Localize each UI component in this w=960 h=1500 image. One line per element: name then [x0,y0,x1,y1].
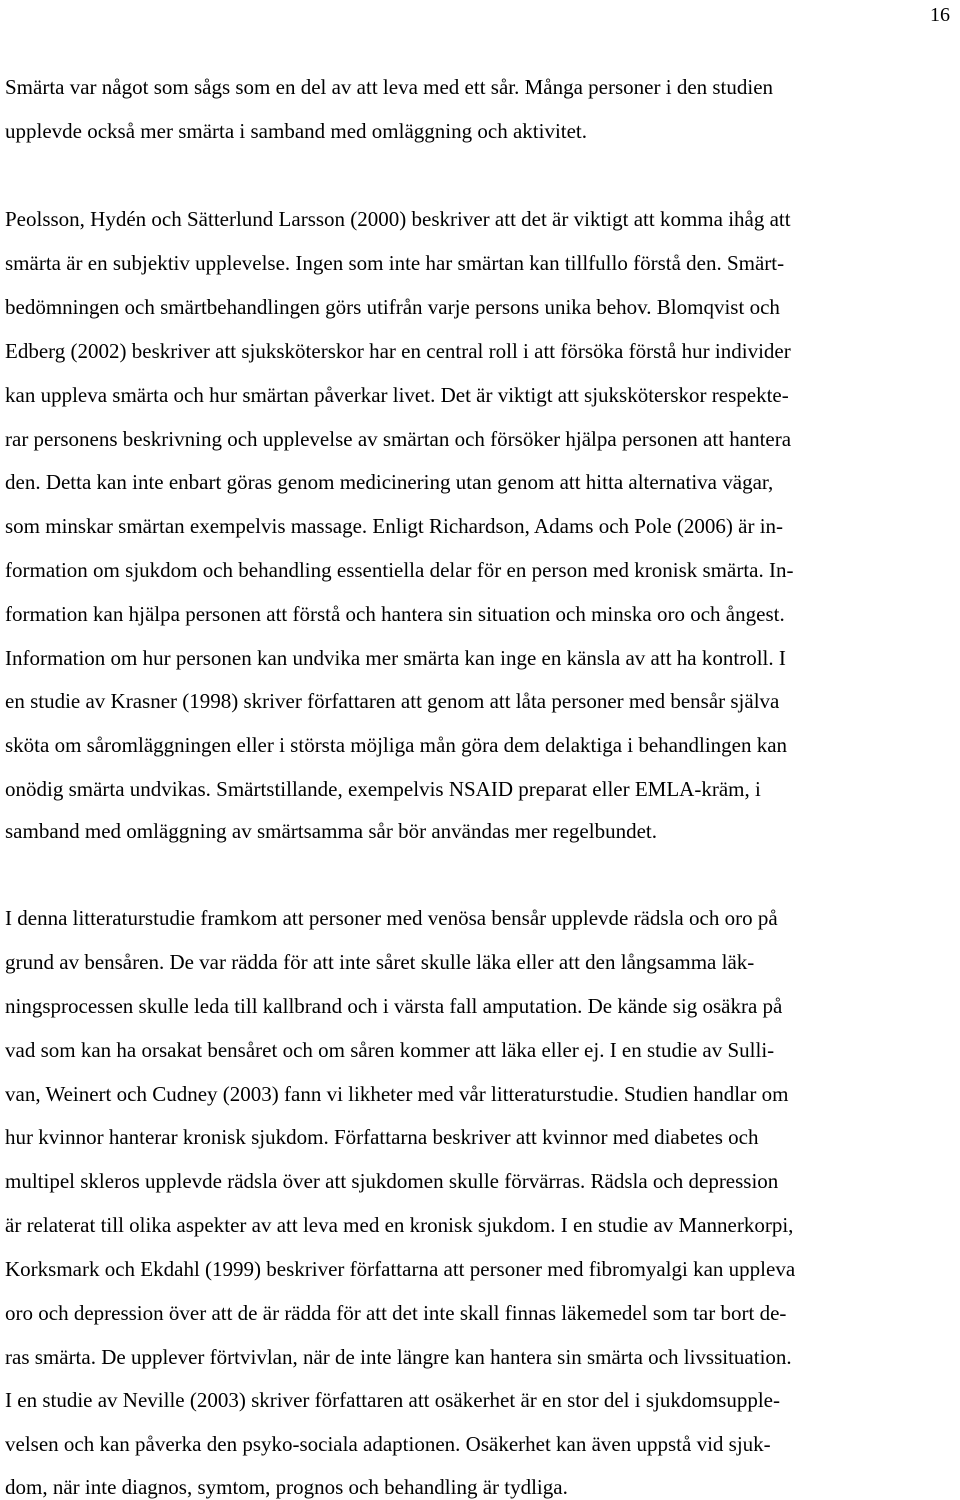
text-line: samband med omläggning av smärtsamma sår bör användas mer regelbundet. [5,819,657,843]
text-line: formation om sjukdom och behandling essentiella delar för en person med kronisk smärta. In- [5,558,794,582]
text-line: Korksmark och Ekdahl (1999) beskriver författarna att personer med fibromyalgi kan uppleva [5,1257,796,1281]
text-line: sköta om såromläggningen eller i största möjliga mån göra dem delaktiga i behandlingen kan [5,733,788,757]
text-line: upplevde också mer smärta i samband med omläggning och aktivitet. [5,119,588,143]
text-line: multipel skleros upplevde rädsla över att sjukdomen skulle förvärras. Rädsla och depression [5,1169,779,1193]
text-line: grund av bensåren. De var rädda för att inte såret skulle läka eller att den långsamma läk- [5,950,755,974]
text-line: Edberg (2002) beskriver att sjuksköterskor har en central roll i att försöka förstå hur individer [5,339,791,363]
text-line: I denna litteraturstudie framkom att personer med venösa bensår upplevde rädsla och oro på [5,906,778,930]
text-line: bedömningen och smärtbehandlingen görs utifrån varje persons unika behov. Blomqvist och [5,295,780,319]
text-line: van, Weinert och Cudney (2003) fann vi likheter med vår litteraturstudie. Studien handlar om [5,1082,789,1106]
text-line: vad som kan ha orsakat bensåret och om såren kommer att läka eller ej. I en studie av Sulli- [5,1038,775,1062]
text-line: rar personens beskrivning och upplevelse av smärtan och försöker hjälpa personen att hantera [5,427,792,451]
text-line: velsen och kan påverka den psyko-sociala adaptionen. Osäkerhet kan även uppstå vid sjuk- [5,1432,771,1456]
text-line: ningsprocessen skulle leda till kallbrand och i värsta fall amputation. De kände sig osäkra på [5,994,783,1018]
text-line: är relaterat till olika aspekter av att leva med en kronisk sjukdom. I en studie av Mannerkorpi, [5,1213,794,1237]
text-line: I en studie av Neville (2003) skriver författaren att osäkerhet är en stor del i sjukdomsupple- [5,1388,781,1412]
text-line: ras smärta. De upplever förtvivlan, när de inte längre kan hantera sin smärta och livssituation. [5,1345,792,1369]
text-line: den. Detta kan inte enbart göras genom medicinering utan genom att hitta alternativa vägar, [5,470,774,494]
text-line: hur kvinnor hanterar kronisk sjukdom. Författarna beskriver att kvinnor med diabetes och [5,1125,759,1149]
text-line: Information om hur personen kan undvika mer smärta kan inge en känsla av att ha kontroll. I [5,646,786,670]
text-line: kan uppleva smärta och hur smärtan påverkar livet. Det är viktigt att sjuksköterskor respekte- [5,383,789,407]
text-line: en studie av Krasner (1998) skriver författaren att genom att låta personer med bensår själva [5,689,780,713]
text-line: smärta är en subjektiv upplevelse. Ingen som inte har smärtan kan tillfullo förstå den. Smärt- [5,251,785,275]
text-line: formation kan hjälpa personen att förstå och hantera sin situation och minska oro och ångest. [5,602,785,626]
page-number: 16 [930,4,950,26]
text-line: som minskar smärtan exempelvis massage. Enligt Richardson, Adams och Pole (2006) är in- [5,514,784,538]
text-line: oro och depression över att de är rädda för att det inte skall finnas läkemedel som tar bort de- [5,1301,787,1325]
text-line: Smärta var något som sågs som en del av att leva med ett sår. Många personer i den studien [5,75,774,99]
text-line: Peolsson, Hydén och Sätterlund Larsson (2000) beskriver att det är viktigt att komma ihåg att [5,207,791,231]
text-line: onödig smärta undvikas. Smärtstillande, exempelvis NSAID preparat eller EMLA-kräm, i [5,777,761,801]
text-line: dom, när inte diagnos, symtom, prognos och behandling är tydliga. [5,1475,568,1499]
